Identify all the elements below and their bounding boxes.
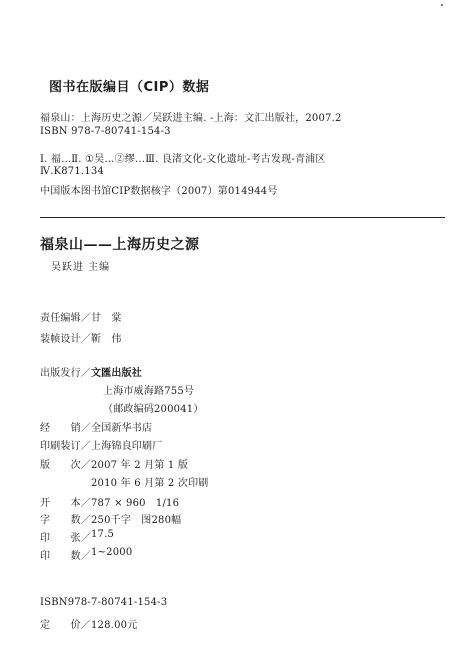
isbn-footer: ISBN978-7-80741-154-3 bbox=[40, 597, 168, 608]
book-editor: 吴跃进 主编 bbox=[51, 262, 111, 273]
cover-designer: 装帧设计／靳 伟 bbox=[40, 334, 122, 345]
print-run-value: 1~2000 bbox=[91, 547, 133, 558]
price-label: 定 价／ bbox=[40, 620, 91, 631]
sheets-label: 印 张／ bbox=[40, 533, 91, 544]
printer-value: 上海锦良印刷厂 bbox=[91, 441, 163, 452]
word-count-label: 字 数／ bbox=[40, 515, 91, 526]
printing-value: 2010 年 6 月第 2 次印刷 bbox=[91, 478, 209, 489]
printer-label: 印刷装订／ bbox=[40, 441, 91, 452]
price-value: 128.00元 bbox=[91, 620, 138, 631]
distributor-value: 全国新华书店 bbox=[91, 423, 153, 434]
print-run-label: 印 数／ bbox=[40, 551, 91, 562]
edition-label: 版 次／ bbox=[40, 460, 91, 471]
cip-isbn-line: ISBN 978-7-80741-154-3 bbox=[40, 126, 171, 137]
cip-record-line: 中国版本图书馆CIP数据核字（2007）第014944号 bbox=[40, 186, 278, 197]
cip-classification-line: Ⅰ. 福…Ⅱ. ①吴…②缪…Ⅲ. 良渚文化-文化遗址-考古发现-青浦区 bbox=[40, 154, 326, 165]
book-title: 福泉山——上海历史之源 bbox=[40, 237, 200, 253]
responsible-editor: 责任编辑／甘 棠 bbox=[40, 313, 122, 324]
format-value: 787 × 960 1/16 bbox=[91, 498, 180, 509]
cip-heading: 图书在版编目（CIP）数据 bbox=[49, 80, 210, 95]
word-count-value: 250千字 图280幅 bbox=[91, 515, 182, 526]
publisher-label-text: 出版发行／ bbox=[40, 368, 91, 379]
publisher-postcode: （邮政编码200041） bbox=[103, 404, 204, 415]
cip-call-number-line: Ⅳ.K871.134 bbox=[40, 166, 104, 177]
format-label: 开 本／ bbox=[40, 498, 91, 509]
sheets-value: 17.5 bbox=[91, 529, 115, 540]
publisher-label bbox=[40, 364, 142, 379]
crop-mark bbox=[441, 4, 443, 6]
edition-value: 2007 年 2 月第 1 版 bbox=[91, 460, 189, 471]
publisher-address: 上海市威海路755号 bbox=[103, 386, 195, 397]
publisher-name: 文匯出版社 bbox=[91, 368, 142, 379]
divider-rule bbox=[40, 217, 445, 218]
cip-title-line: 福泉山：上海历史之源／吴跃进主编. -上海：文汇出版社，2007.2 bbox=[40, 113, 342, 124]
distributor-label: 经 销／ bbox=[40, 423, 91, 434]
